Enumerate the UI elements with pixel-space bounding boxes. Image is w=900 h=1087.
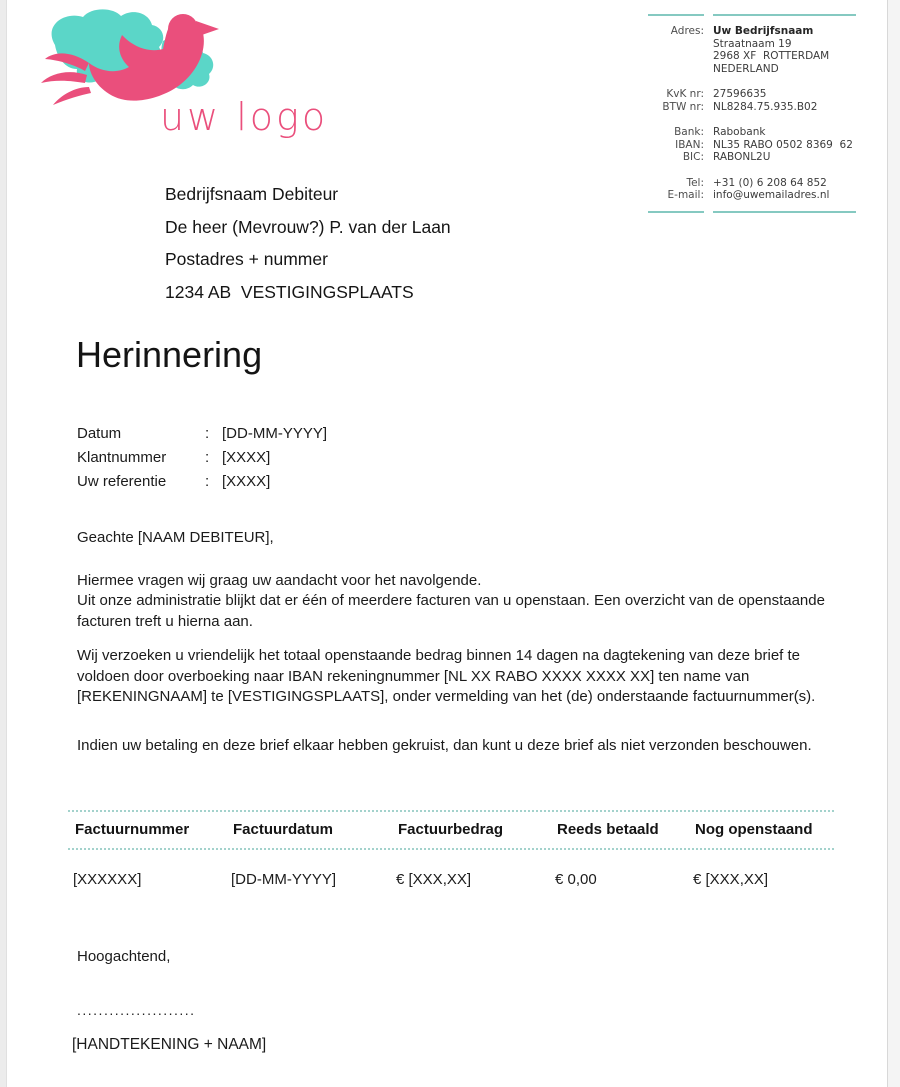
contact-label: KvK nr:	[666, 88, 704, 100]
signature-dotted-line: ......................	[77, 1002, 196, 1018]
meta-row-date: Datum : [DD-MM-YYYY]	[77, 422, 327, 446]
contact-rule-bottom	[648, 211, 856, 213]
bank-name: Rabobank	[713, 126, 766, 138]
contact-label: E-mail:	[667, 189, 704, 201]
recipient-street: Postadres + nummer	[165, 249, 328, 269]
document-title: Herinnering	[76, 334, 263, 375]
contact-label: BIC:	[682, 151, 704, 163]
contact-label: IBAN:	[675, 138, 704, 151]
paid-cell: € 0,00	[555, 871, 597, 888]
page-edge-left	[0, 0, 7, 1087]
recipient-name: De heer (Mevrouw?) P. van der Laan	[165, 216, 451, 237]
phone-number: +31 (0) 6 208 64 852	[713, 176, 827, 189]
salutation: Geachte [NAAM DEBITEUR],	[77, 529, 274, 546]
invoice-date-cell: [DD-MM-YYYY]	[231, 871, 336, 888]
col-header-invoice-amount: Factuurbedrag	[398, 821, 504, 838]
contact-row	[648, 126, 856, 139]
recipient-company: Bedrijfsnaam Debiteur	[165, 184, 339, 204]
bird-tail-feather-shape	[41, 72, 87, 83]
email-address: info@uwemailadres.nl	[713, 189, 830, 201]
street-address: Straatnaam 19	[713, 37, 792, 50]
bic-code: RABONL2U	[713, 151, 771, 163]
table-row	[68, 850, 835, 888]
company-logo	[25, 7, 345, 147]
contact-label: Tel:	[686, 176, 704, 189]
sender-contact-block	[648, 14, 856, 213]
bird-tail-feather-shape	[53, 87, 91, 105]
closing-regards: Hoogachtend,	[77, 948, 171, 965]
contact-row	[648, 38, 856, 51]
contact-rule-top	[648, 14, 856, 16]
contact-row	[648, 88, 856, 101]
recipient-city: 1234 AB VESTIGINGSPLAATS	[165, 281, 414, 302]
contact-row	[648, 139, 856, 152]
btw-number: NL8284.75.935.B02	[713, 100, 818, 113]
col-header-invoice-number: Factuurnummer	[75, 821, 190, 838]
company-name: Uw Bedrijfsnaam	[713, 25, 814, 37]
contact-row	[648, 101, 856, 114]
letter-meta-fields	[77, 422, 327, 494]
col-header-invoice-date: Factuurdatum	[233, 821, 334, 838]
contact-row	[648, 50, 856, 63]
contact-row	[648, 177, 856, 190]
reference-value: [XXXX]	[222, 473, 271, 490]
country: NEDERLAND	[713, 62, 779, 75]
closing-block	[72, 948, 266, 1054]
customer-number-value: [XXXX]	[222, 449, 271, 466]
contact-row	[648, 189, 856, 202]
paragraph-overview: Hiermee vragen wij graag uw aandacht voor het navolgende. Uit onze administratie blijkt dat er één of meerdere facturen van u openstaan. Een overzicht van de openstaande facturen treft u hierna aan.	[77, 571, 825, 630]
contact-row	[648, 151, 856, 164]
contact-label: Adres:	[670, 25, 704, 37]
meta-row-reference: Uw referentie : [XXXX]	[77, 470, 327, 494]
paragraph-payment-request: Wij verzoeken u vriendelijk het totaal openstaande bedrag binnen 14 dagen na dagtekening van deze brief te voldoen door overboeking naar IBAN rekeningnummer [NL XX RABO XXXX XXXX XX] ten name van [REKENINGNAAM] te [VESTIGINGSPLAATS], onder vermelding van het (de) onderstaande factuurnummer(s).	[77, 647, 816, 705]
contact-label: BTW nr:	[662, 100, 704, 113]
recipient-address-block	[165, 178, 451, 308]
contact-row	[648, 25, 856, 38]
date-value: [DD-MM-YYYY]	[222, 425, 327, 442]
invoice-amount-cell: € [XXX,XX]	[396, 871, 472, 888]
meta-label: Uw referentie	[77, 473, 167, 490]
letter-body	[77, 528, 845, 756]
kvk-number: 27596635	[713, 88, 767, 100]
contact-row	[648, 63, 856, 76]
invoice-number-cell: [XXXXXX]	[73, 871, 142, 888]
outstanding-cell: € [XXX,XX]	[693, 871, 769, 888]
col-header-outstanding: Nog openstaand	[695, 821, 813, 838]
postal-city: 2968 XF ROTTERDAM	[713, 50, 830, 62]
meta-label: Klantnummer	[77, 449, 167, 466]
meta-row-customer-number: Klantnummer : [XXXX]	[77, 446, 327, 470]
col-header-paid: Reeds betaald	[557, 821, 659, 838]
page-edge-right	[887, 0, 900, 1087]
paragraph-crossed-payment: Indien uw betaling en deze brief elkaar hebben gekruist, dan kunt u deze brief als niet verzonden beschouwen.	[77, 736, 812, 754]
logo-text: uw logo	[160, 95, 329, 139]
meta-label: Datum	[77, 425, 122, 442]
table-header-row	[68, 812, 835, 848]
contact-label: Bank:	[674, 126, 704, 138]
iban-number: NL35 RABO 0502 8369 62	[713, 138, 853, 151]
signature-placeholder: [HANDTEKENING + NAAM]	[72, 1036, 267, 1053]
invoice-table	[68, 810, 835, 888]
